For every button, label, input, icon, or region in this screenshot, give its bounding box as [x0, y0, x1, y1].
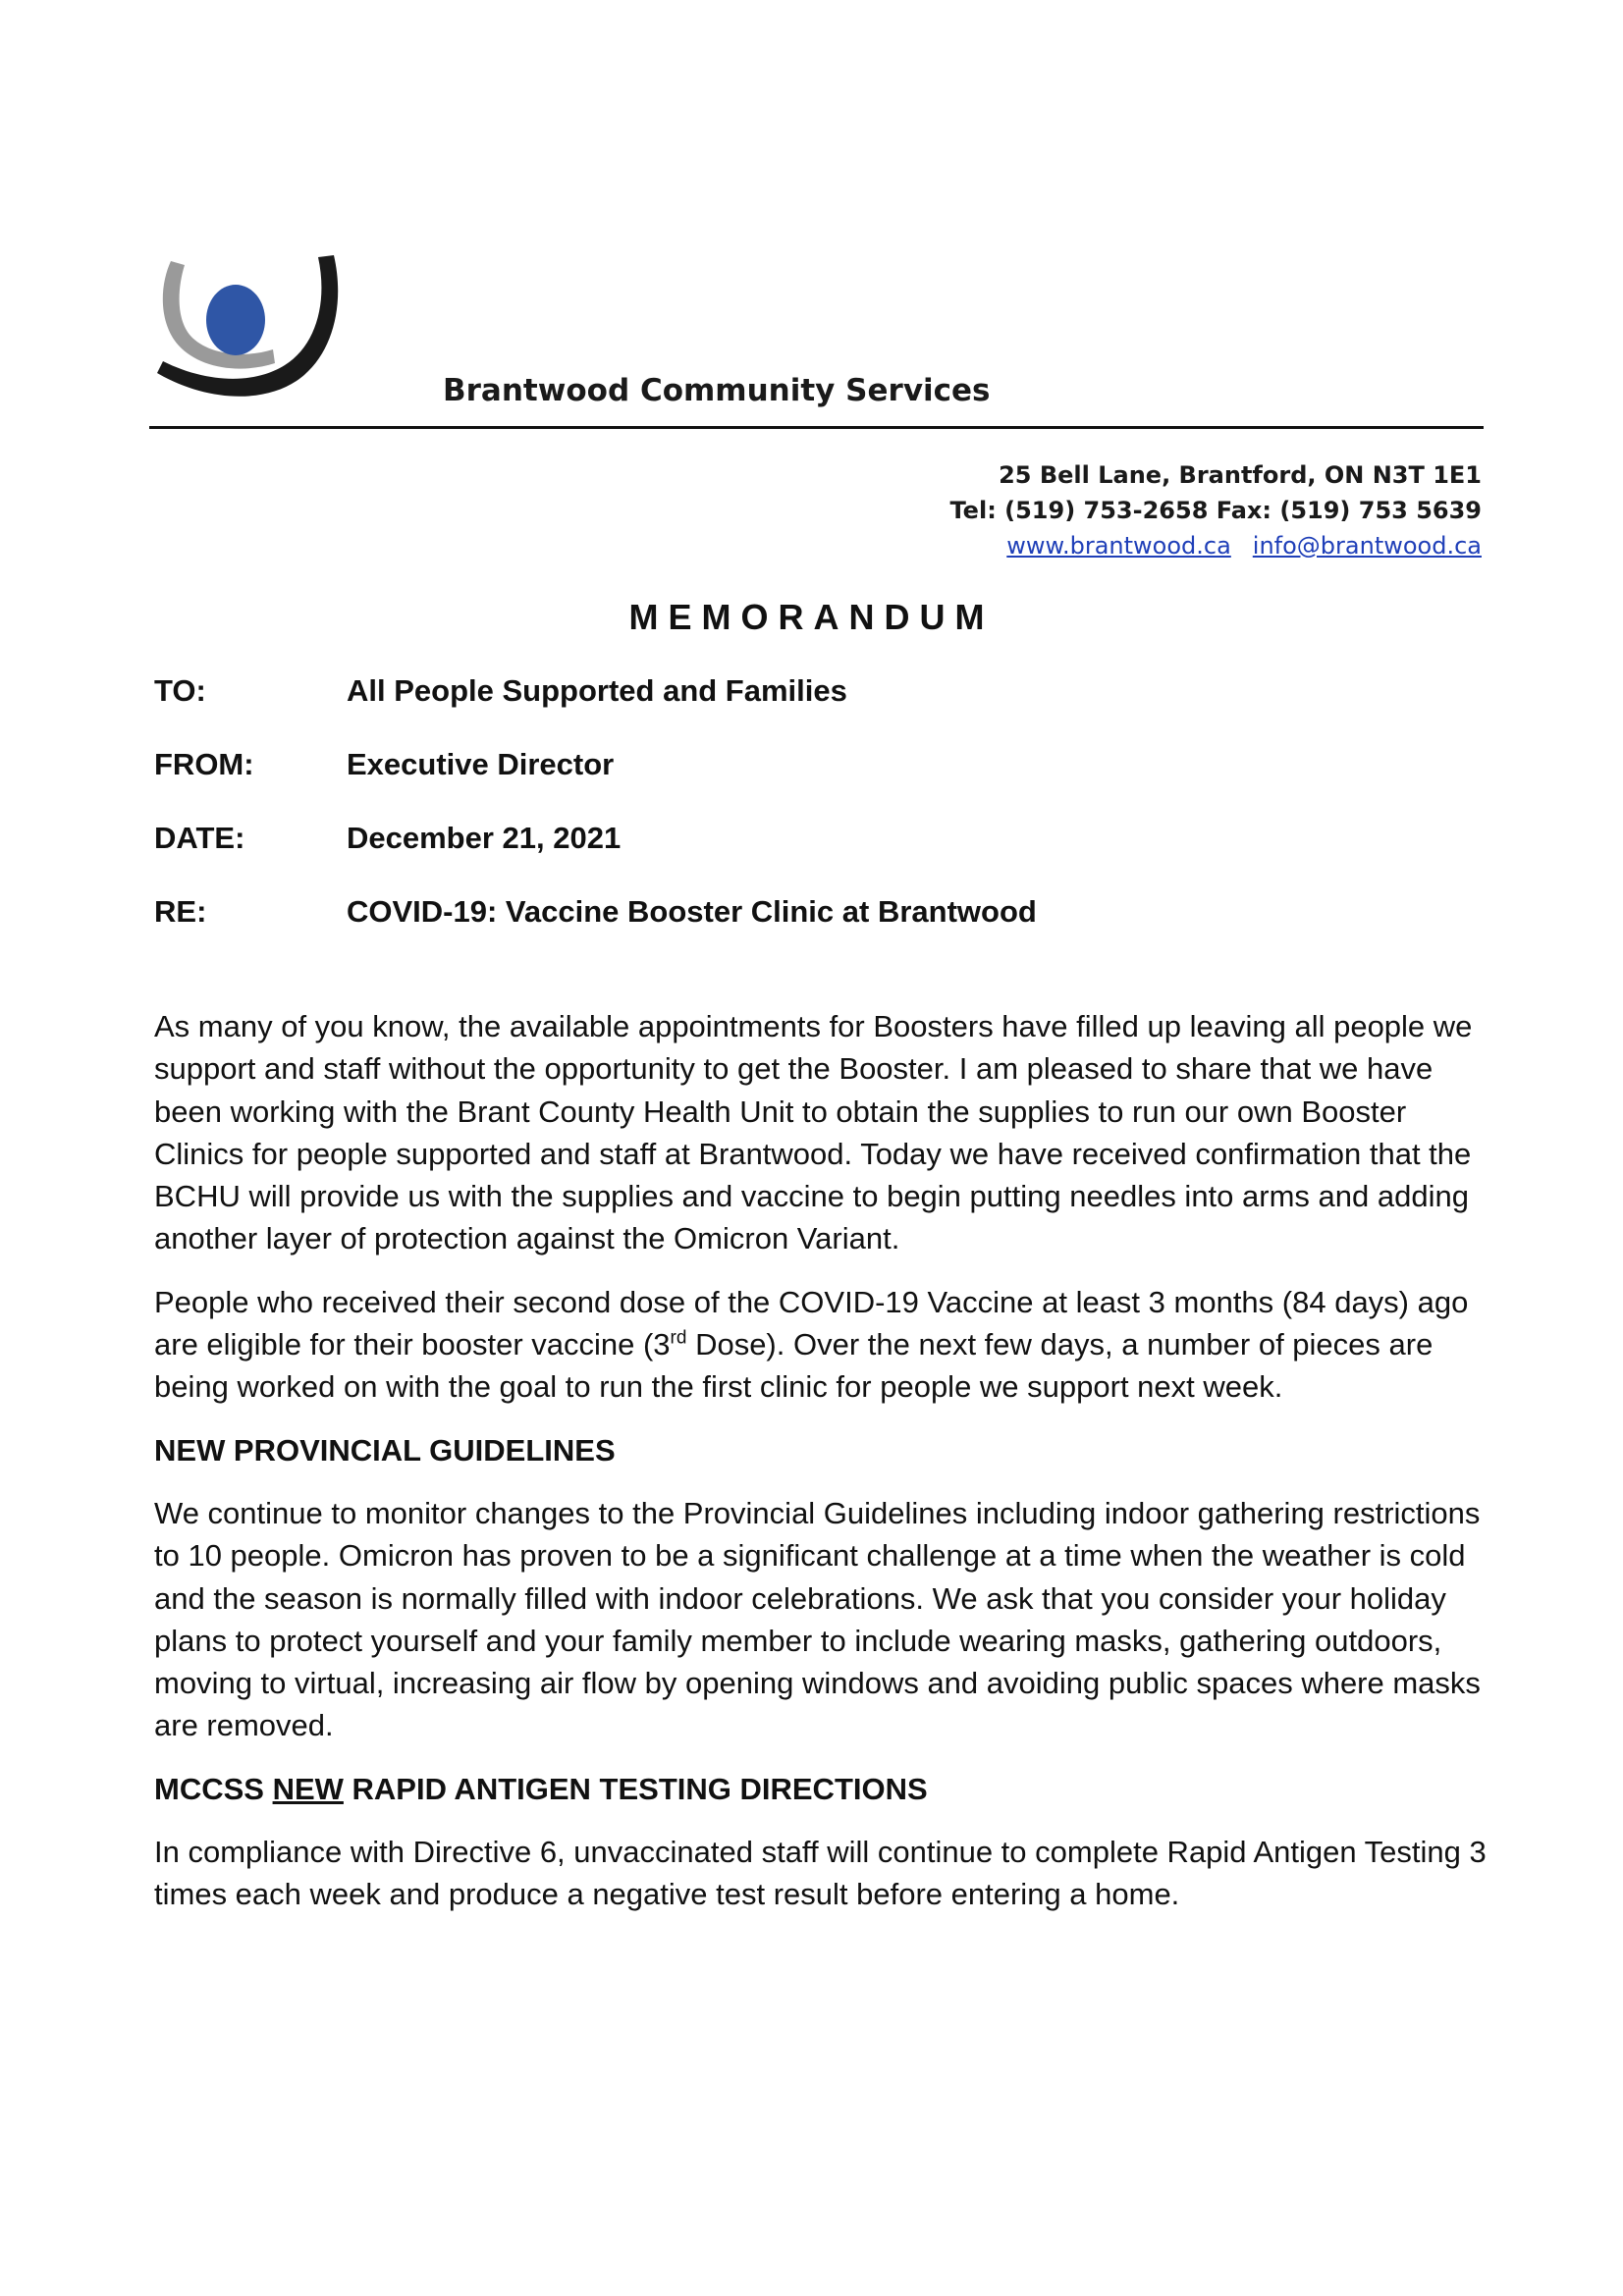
contact-links	[950, 528, 1483, 563]
from-label: FROM:	[154, 747, 254, 781]
heading2-part-b: RAPID ANTIGEN TESTING DIRECTIONS	[343, 1771, 928, 1806]
from-value: Executive Director	[347, 747, 615, 781]
heading2-new: NEW	[272, 1771, 344, 1806]
contact-block	[950, 457, 1483, 563]
eligibility-text-b: Dose). Over the next few days, a number of pieces are being worked on with the goal to run the first clinic for people we support next week.	[154, 1327, 1434, 1405]
date-value: December 21, 2021	[347, 821, 622, 855]
header-rule	[149, 426, 1484, 429]
paragraph-guidelines: We continue to monitor changes to the Provincial Guidelines including indoor gathering restrictions to 10 people. Omicron has proven to be a significant challenge at a time when the weather is cold and the season is normally filled with indoor celebrations. We ask that you consider your holiday plans to protect yourself and your family member to include wearing masks, gathering outdoors, moving to virtual, increasing air flow by opening windows and avoiding public spaces where masks are removed.	[154, 1495, 1481, 1743]
address: 25 Bell Lane, Brantford, ON N3T 1E1	[999, 461, 1482, 489]
paragraph-booster-intro: As many of you know, the available appointments for Boosters have filled up leaving all people we support and staff without the opportunity to get the Booster. I am pleased to share that we have been working with the Brant County Health Unit to obtain the supplies to run our own Booster Clinics for people supported and staff at Brantwood. Today we have received confirmation that the BCHU will provide us with the supplies and vaccine to begin putting needles into arms and adding another layer of protection against the Omicron Variant.	[154, 1009, 1473, 1256]
re-label: RE:	[154, 894, 207, 929]
re-value: COVID-19: Vaccine Booster Clinic at Brantwood	[347, 894, 1037, 929]
date-label: DATE:	[154, 821, 245, 855]
to-label: TO:	[154, 673, 206, 708]
heading-provincial-guidelines: NEW PROVINCIAL GUIDELINES	[154, 1432, 616, 1468]
email-link[interactable]: info@brantwood.ca	[1252, 532, 1482, 560]
eligibility-text-a: People who received their second dose of the COVID-19 Vaccine at least 3 months (84 days) ago are eligible for their booster vaccine (3	[154, 1284, 1469, 1362]
memo-title: MEMORANDUM	[628, 597, 995, 637]
meta-from	[154, 747, 1037, 821]
to-value: All People Supported and Families	[347, 673, 847, 708]
brantwood-logo	[149, 247, 346, 414]
paragraph-testing: In compliance with Directive 6, unvaccinated staff will continue to complete Rapid Antigen Testing 3 times each week and produce a negative test result before entering a home.	[154, 1835, 1487, 1912]
meta-date	[154, 821, 1037, 894]
website-link[interactable]: www.brantwood.ca	[1006, 532, 1231, 560]
memo-meta	[154, 673, 1037, 968]
meta-re	[154, 894, 1037, 968]
meta-to	[154, 673, 1037, 747]
paragraph-eligibility	[154, 1281, 1489, 1409]
heading2-part-a: MCCSS	[154, 1771, 273, 1806]
logo-blue-dot	[206, 285, 265, 355]
heading-rapid-antigen	[154, 1768, 1489, 1810]
ordinal-suffix: rd	[670, 1327, 687, 1349]
phone-fax: Tel: (519) 753-2658 Fax: (519) 753 5639	[949, 497, 1482, 524]
org-name: Brantwood Community Services	[443, 373, 991, 408]
memo-body	[154, 1005, 1489, 1937]
